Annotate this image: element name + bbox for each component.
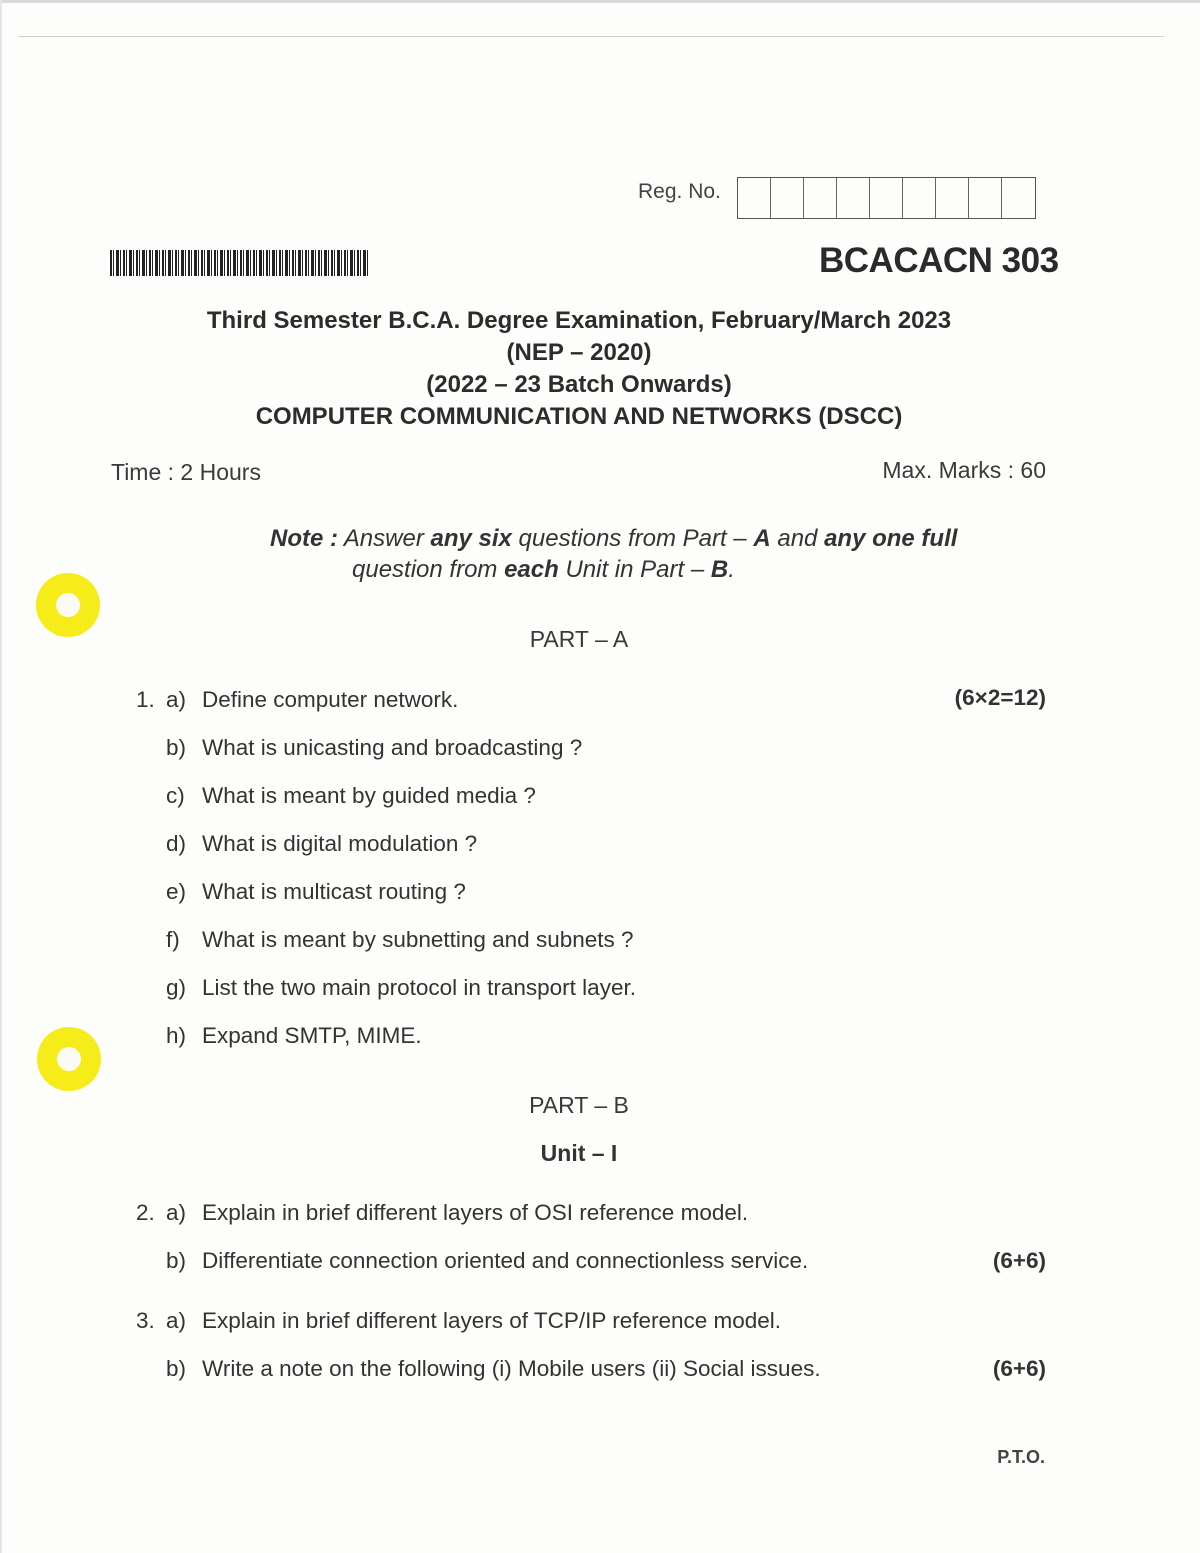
paper-code: BCACACN 303 [819, 241, 1059, 280]
reg-no-digit-box[interactable] [870, 178, 903, 218]
reg-no-digit-box[interactable] [903, 178, 936, 218]
question-letter: h) [166, 1023, 187, 1048]
instructions-note: Note : Answer any six questions from Part – A and any one full question from each Unit in Part – B. [270, 525, 958, 583]
max-marks: Max. Marks : 60 [882, 457, 1046, 483]
q3-b-text: Write a note on the following (i) Mobile users (ii) Social issues. [202, 1356, 821, 1381]
exam-scheme: (NEP – 2020) [506, 339, 652, 366]
scan-left-edge [0, 0, 2, 1553]
question-letter: f) [166, 927, 180, 952]
question-text: What is digital modulation ? [202, 831, 478, 856]
q2-a-text: Explain in brief different layers of OSI reference model. [202, 1200, 749, 1225]
question-letter: d) [166, 831, 187, 856]
q2-b-text: Differentiate connection oriented and connectionless service. [202, 1248, 809, 1273]
question-text: Define computer network. [202, 687, 459, 712]
please-turn-over: P.T.O. [997, 1447, 1045, 1467]
q2-a-letter: a) [166, 1200, 187, 1225]
unit-1-heading: Unit – I [540, 1140, 618, 1166]
scan-top-border [0, 0, 1200, 3]
part-b-heading: PART – B [529, 1092, 629, 1118]
q3-b-letter: b) [166, 1356, 187, 1381]
part-a-heading: PART – A [529, 626, 629, 652]
question-number-2: 2. [136, 1200, 155, 1225]
reg-no-digit-box[interactable] [969, 178, 1002, 218]
exam-subject: COMPUTER COMMUNICATION AND NETWORKS (DSCC) [255, 403, 903, 430]
question-number-1: 1. [136, 687, 155, 712]
question-letter: b) [166, 735, 187, 760]
reg-no-digit-box[interactable] [738, 178, 771, 218]
reg-no-digit-box[interactable] [804, 178, 837, 218]
question-letter: g) [166, 975, 187, 1000]
question-letter: c) [166, 783, 185, 808]
question-number-3: 3. [136, 1308, 155, 1333]
q2-b-letter: b) [166, 1248, 187, 1273]
question-text: What is meant by subnetting and subnets ? [202, 927, 634, 952]
reg-no-label: Reg. No. [638, 180, 721, 203]
scan-line [18, 36, 1164, 37]
q3-a-text: Explain in brief different layers of TCP/IP reference model. [202, 1308, 782, 1333]
question-letter: e) [166, 879, 187, 904]
punch-hole-bottom [37, 1027, 101, 1091]
q3-marks: (6+6) [992, 1356, 1046, 1381]
exam-duration: Time : 2 Hours [111, 459, 261, 485]
reg-no-digit-box[interactable] [936, 178, 969, 218]
reg-no-boxes[interactable] [737, 177, 1036, 219]
q3-a-letter: a) [166, 1308, 187, 1333]
q2-marks: (6+6) [992, 1248, 1046, 1273]
reg-no-digit-box[interactable] [1002, 178, 1035, 218]
question-text: What is unicasting and broadcasting ? [202, 735, 583, 760]
exam-title: Third Semester B.C.A. Degree Examination, February/March 2023 [206, 307, 952, 334]
barcode [110, 250, 368, 276]
question-text: What is multicast routing ? [202, 879, 466, 904]
question-text: Expand SMTP, MIME. [202, 1023, 422, 1048]
question-letter: a) [166, 687, 187, 712]
reg-no-digit-box[interactable] [771, 178, 804, 218]
question-text: What is meant by guided media ? [202, 783, 536, 808]
part-a-marks: (6×2=12) [954, 685, 1046, 710]
reg-no-digit-box[interactable] [837, 178, 870, 218]
note-label: Note : [270, 525, 338, 552]
exam-batch: (2022 – 23 Batch Onwards) [426, 371, 732, 398]
question-text: List the two main protocol in transport layer. [202, 975, 636, 1000]
